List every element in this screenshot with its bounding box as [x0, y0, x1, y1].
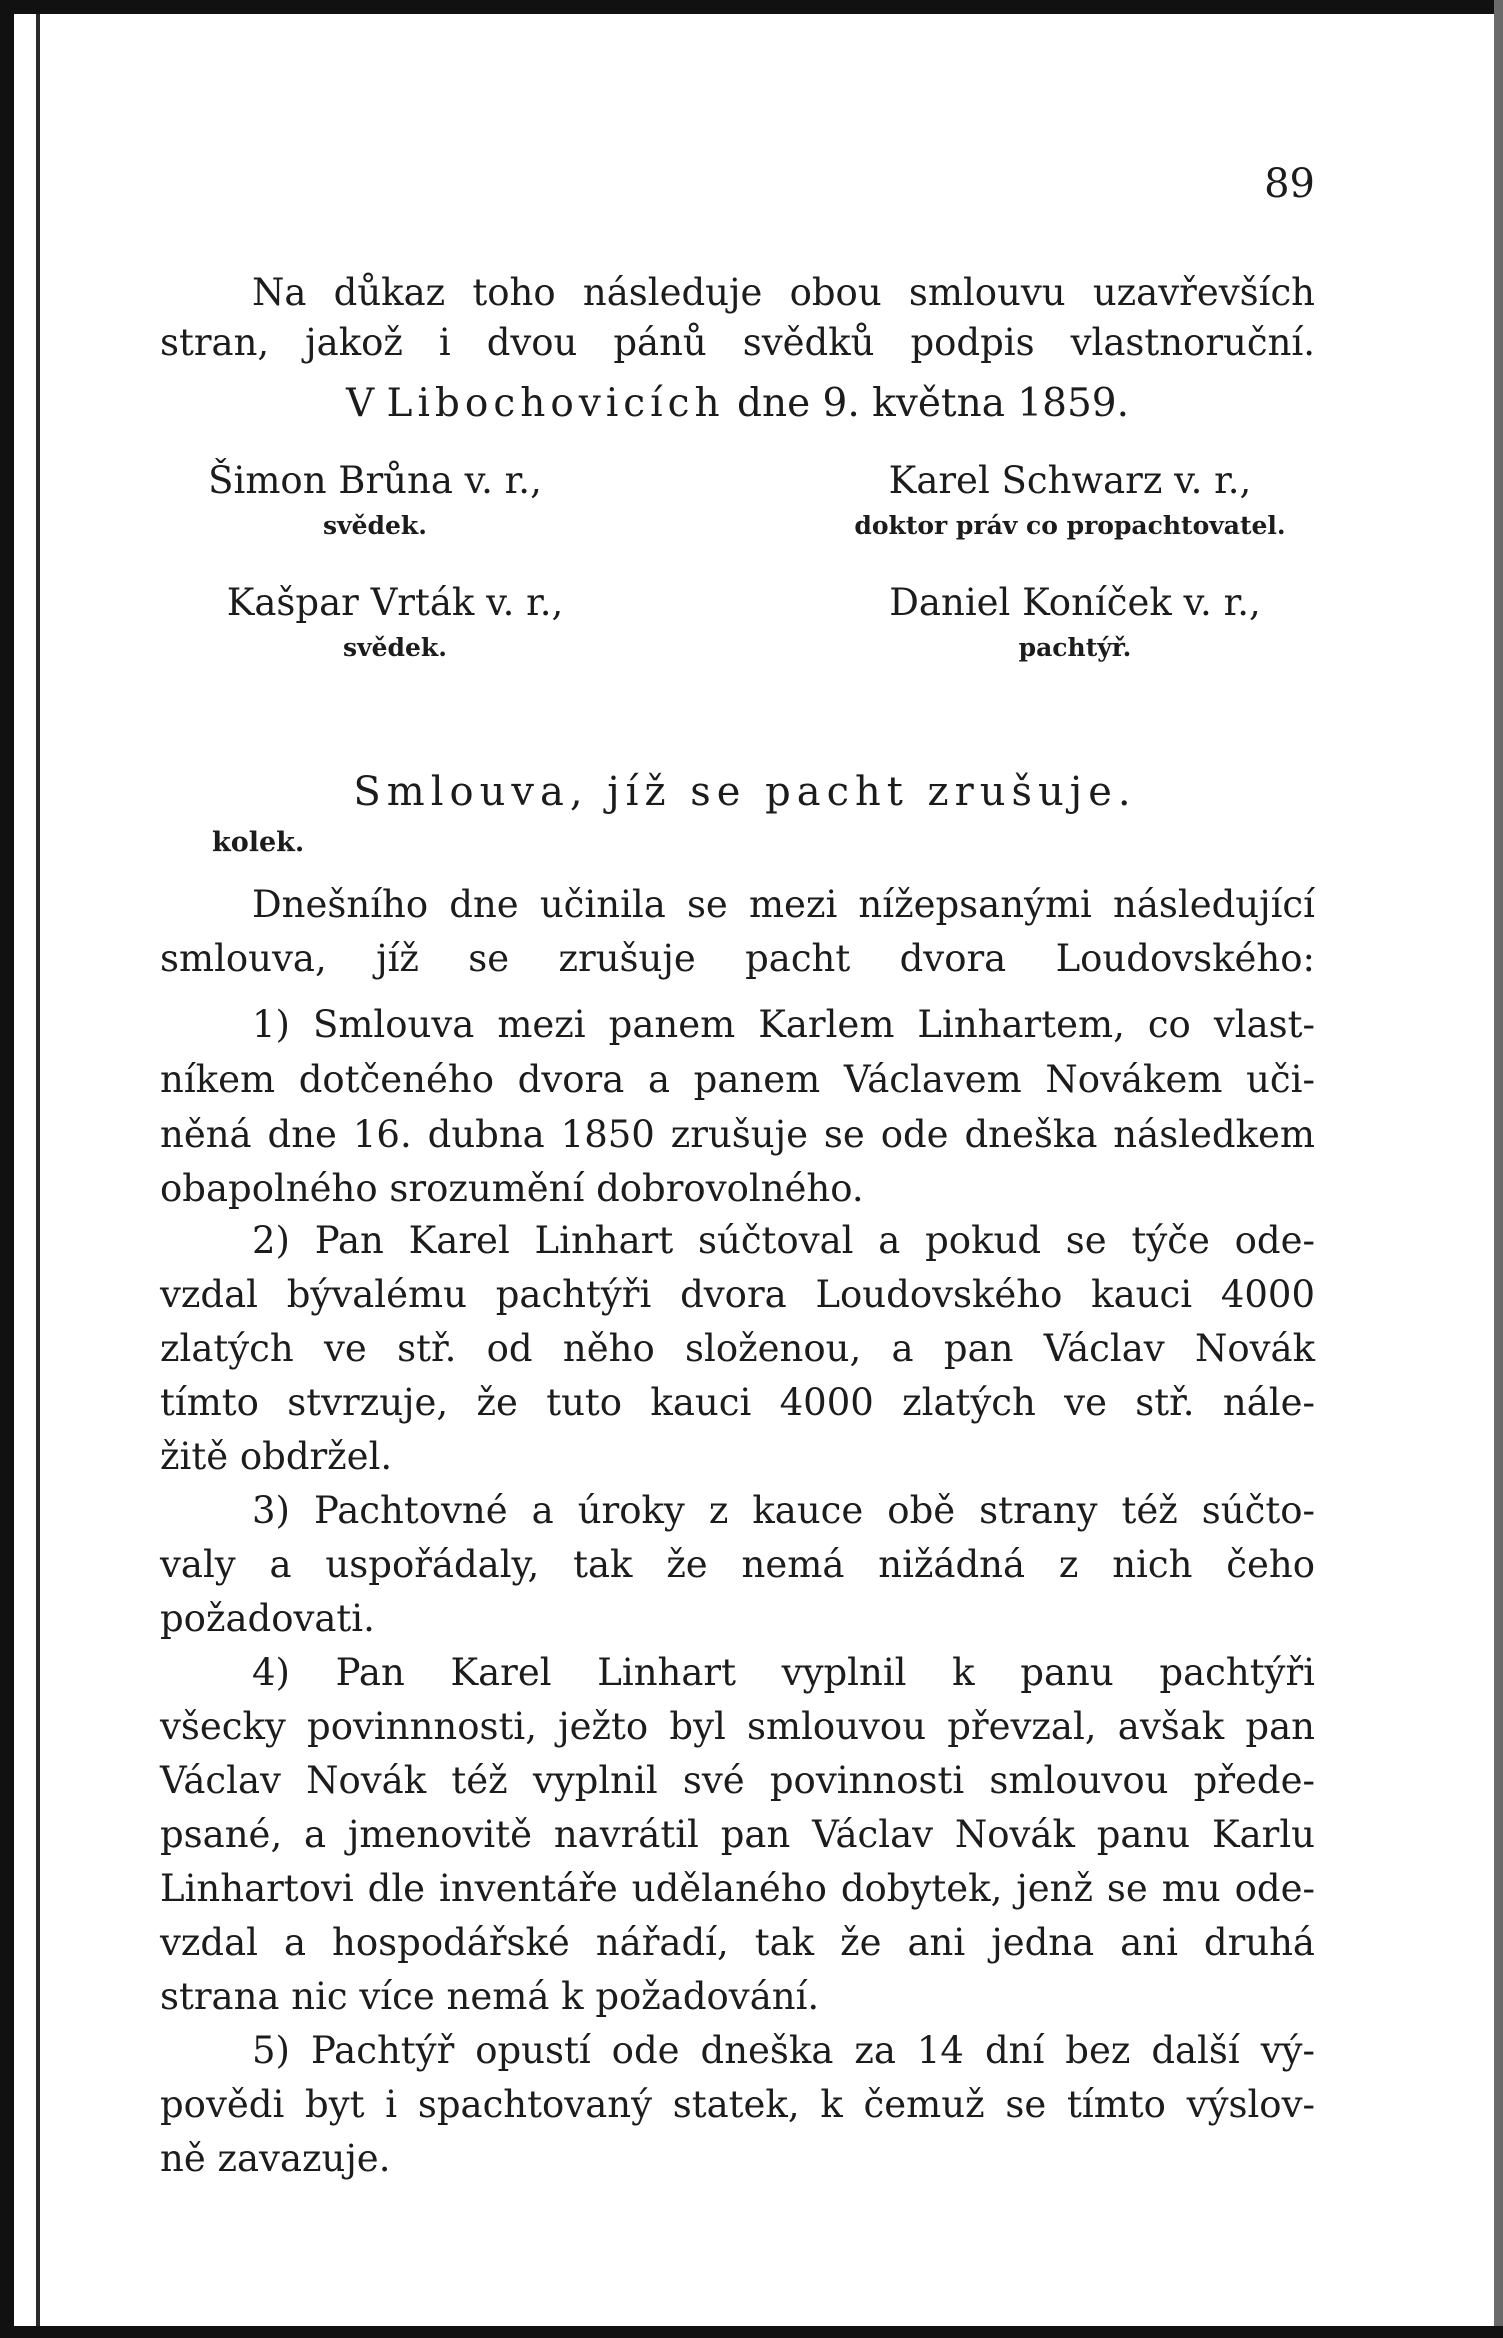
paragraph-2-line-5: žitě obdržel.	[160, 1435, 393, 1478]
paragraph-4-line-2: všecky povinnnosti, ježto byl smlouvou převzal, avšak pan	[160, 1705, 1315, 1748]
scan-border-bottom	[0, 2326, 1503, 2338]
signature-role-tenant: pachtýř.	[1018, 633, 1132, 662]
paragraph-2-line-1: 2) Pan Karel Linhart súčtoval a pokud se týče ode-	[252, 1219, 1315, 1262]
paragraph-3-line-1: 3) Pachtovné a úroky z kauce obě strany též súčto-	[252, 1489, 1315, 1532]
paragraph-1-line-2: níkem dotčeného dvora a panem Václavem Novákem uči-	[160, 1058, 1315, 1101]
paragraph-4-line-4: psané, a jmenovitě navrátil pan Václav Novák panu Karlu	[160, 1813, 1315, 1856]
signature-role-witness-1: svědek.	[323, 511, 427, 540]
page-number: 89	[1264, 161, 1315, 207]
signature-name-witness-1: Šimon Brůna v. r.,	[208, 459, 542, 502]
place-date-line	[160, 378, 1315, 430]
paragraph-4-line-1: 4) Pan Karel Linhart vyplnil k panu pachtýři	[252, 1651, 1315, 1694]
date-text: dne 9. května 1859.	[724, 381, 1129, 426]
stamp-label: kolek.	[212, 827, 305, 858]
paragraph-1-line-1: 1) Smlouva mezi panem Karlem Linhartem, co vlast-	[252, 1003, 1315, 1046]
closing-line-1: Na důkaz toho následuje obou smlouvu uzavřevších	[252, 271, 1315, 314]
paragraph-1-line-4: obapolného srozumění dobrovolného.	[160, 1167, 864, 1210]
signature-name-lessor: Karel Schwarz v. r.,	[888, 459, 1252, 502]
place-date-prefix: V	[345, 381, 387, 426]
paragraph-1-line-3: něná dne 16. dubna 1850 zrušuje se ode dneška následkem	[160, 1113, 1315, 1156]
intro-line-1: Dnešního dne učinila se mezi nížepsanými následující	[252, 883, 1315, 926]
paragraph-4-line-6: vzdal a hospodářské nářadí, tak že ani jedna ani druhá	[160, 1921, 1315, 1964]
scan-border-right	[1494, 0, 1503, 2338]
paragraph-2-line-2: vzdal bývalému pachtýři dvora Loudovského kauci 4000	[160, 1273, 1315, 1316]
paragraph-4-line-5: Linhartovi dle inventáře udělaného dobytek, jenž se mu ode-	[160, 1867, 1315, 1910]
signature-name-witness-2: Kašpar Vrták v. r.,	[226, 581, 564, 624]
paragraph-3-line-3: požadovati.	[160, 1597, 375, 1640]
closing-line-2: stran, jakož i dvou pánů svědků podpis vlastnoruční.	[160, 321, 1315, 364]
paragraph-4-line-3: Václav Novák též vyplnil své povinnosti smlouvou přede-	[160, 1759, 1315, 1802]
paragraph-5-line-3: ně zavazuje.	[160, 2137, 391, 2180]
contract-title: Smlouva, jíž se pacht zrušuje.	[353, 769, 1137, 815]
signature-name-tenant: Daniel Koníček v. r.,	[889, 581, 1261, 624]
paragraph-5-line-2: povědi byt i spachtovaný statek, k čemuž se tímto výslov-	[160, 2083, 1315, 2126]
paragraph-4-line-7: strana nic více nemá k požadování.	[160, 1975, 820, 2018]
paragraph-2-line-4: tímto stvrzuje, že tuto kauci 4000 zlatých ve stř. nále-	[160, 1381, 1315, 1424]
paragraph-2-line-3: zlatých ve stř. od něho složenou, a pan Václav Novák	[160, 1327, 1315, 1370]
scan-border-left	[0, 0, 14, 2338]
paragraph-5-line-1: 5) Pachtýř opustí ode dneška za 14 dní bez další vý-	[252, 2029, 1315, 2072]
signature-role-lessor: doktor práv co propachtovatel.	[854, 511, 1286, 540]
binding-edge	[36, 14, 40, 2338]
signature-role-witness-2: svědek.	[343, 633, 447, 662]
place-name: Libochovicích	[386, 381, 725, 426]
intro-line-2: smlouva, jíž se zrušuje pacht dvora Loudovského:	[160, 937, 1315, 980]
scan-border-top	[0, 0, 1503, 14]
paragraph-3-line-2: valy a uspořádaly, tak že nemá nižádná z nich čeho	[160, 1543, 1315, 1586]
